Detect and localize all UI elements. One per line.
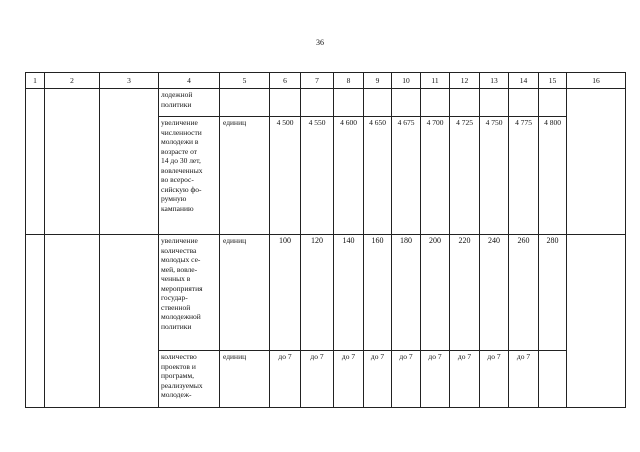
value-cell — [334, 89, 364, 117]
value-cell — [509, 89, 539, 117]
value-cell: 4 750 — [480, 117, 509, 235]
indicator-description: лодежной политики — [159, 89, 220, 117]
table-row — [26, 235, 626, 351]
unit-cell: единиц — [220, 117, 270, 235]
value-cell — [270, 89, 301, 117]
value-cell: 200 — [421, 235, 450, 351]
value-cell: 120 — [301, 235, 334, 351]
column-header: 3 — [100, 73, 159, 89]
value-cell: до 7 — [421, 351, 450, 408]
value-cell: 180 — [392, 235, 421, 351]
indicator-description: увеличение количества молодых се- мей, вовле- ченных в мероприятия государ- ственной молодежной политики — [159, 235, 220, 351]
indicators-table — [25, 72, 626, 408]
column-header: 9 — [364, 73, 392, 89]
value-cell: 260 — [509, 235, 539, 351]
value-cell: до 7 — [270, 351, 301, 408]
indicator-description: увеличение численности молодежи в возрасте от 14 до 30 лет, вовлеченных во всерос- сийскую фо- румную кампанию — [159, 117, 220, 235]
value-cell: до 7 — [334, 351, 364, 408]
unit-cell: единиц — [220, 235, 270, 351]
value-cell: 4 650 — [364, 117, 392, 235]
table-cell — [100, 235, 159, 408]
value-cell: 4 700 — [421, 117, 450, 235]
value-cell: 240 — [480, 235, 509, 351]
column-header: 5 — [220, 73, 270, 89]
value-cell: до 7 — [392, 351, 421, 408]
column-header: 16 — [567, 73, 626, 89]
column-header: 14 — [509, 73, 539, 89]
value-cell — [364, 89, 392, 117]
table-cell — [26, 235, 45, 408]
value-cell: 4 550 — [301, 117, 334, 235]
column-header: 15 — [539, 73, 567, 89]
column-header: 6 — [270, 73, 301, 89]
value-cell: 4 725 — [450, 117, 480, 235]
column-header: 12 — [450, 73, 480, 89]
value-cell: до 7 — [480, 351, 509, 408]
value-cell: 220 — [450, 235, 480, 351]
unit-cell — [220, 89, 270, 117]
value-cell: 140 — [334, 235, 364, 351]
value-cell — [301, 89, 334, 117]
value-cell: 4 600 — [334, 117, 364, 235]
column-header: 10 — [392, 73, 421, 89]
value-cell: 160 — [364, 235, 392, 351]
unit-cell: единиц — [220, 351, 270, 408]
value-cell: 4 500 — [270, 117, 301, 235]
column-header: 7 — [301, 73, 334, 89]
indicator-description: количество проектов и программ, реализуемых молодеж- — [159, 351, 220, 408]
table-cell — [45, 235, 100, 408]
table-header-row — [26, 73, 626, 89]
column-header: 11 — [421, 73, 450, 89]
table-cell — [26, 89, 45, 235]
value-cell: до 7 — [509, 351, 539, 408]
value-cell: 4 800 — [539, 117, 567, 235]
column-header: 1 — [26, 73, 45, 89]
value-cell: до 7 — [301, 351, 334, 408]
table-cell — [45, 89, 100, 235]
value-cell: 4 675 — [392, 117, 421, 235]
value-cell — [539, 89, 567, 117]
page-number: 36 — [316, 38, 324, 47]
value-cell: до 7 — [450, 351, 480, 408]
value-cell: 100 — [270, 235, 301, 351]
value-cell — [480, 89, 509, 117]
table-cell — [100, 89, 159, 235]
table-row — [26, 89, 626, 117]
column-header: 4 — [159, 73, 220, 89]
column-header: 2 — [45, 73, 100, 89]
value-cell: до 7 — [364, 351, 392, 408]
value-cell — [421, 89, 450, 117]
table-cell — [567, 89, 626, 235]
value-cell — [450, 89, 480, 117]
value-cell: 4 775 — [509, 117, 539, 235]
column-header: 8 — [334, 73, 364, 89]
value-cell: 280 — [539, 235, 567, 351]
value-cell — [392, 89, 421, 117]
column-header: 13 — [480, 73, 509, 89]
value-cell — [539, 351, 567, 408]
table-cell — [567, 235, 626, 408]
